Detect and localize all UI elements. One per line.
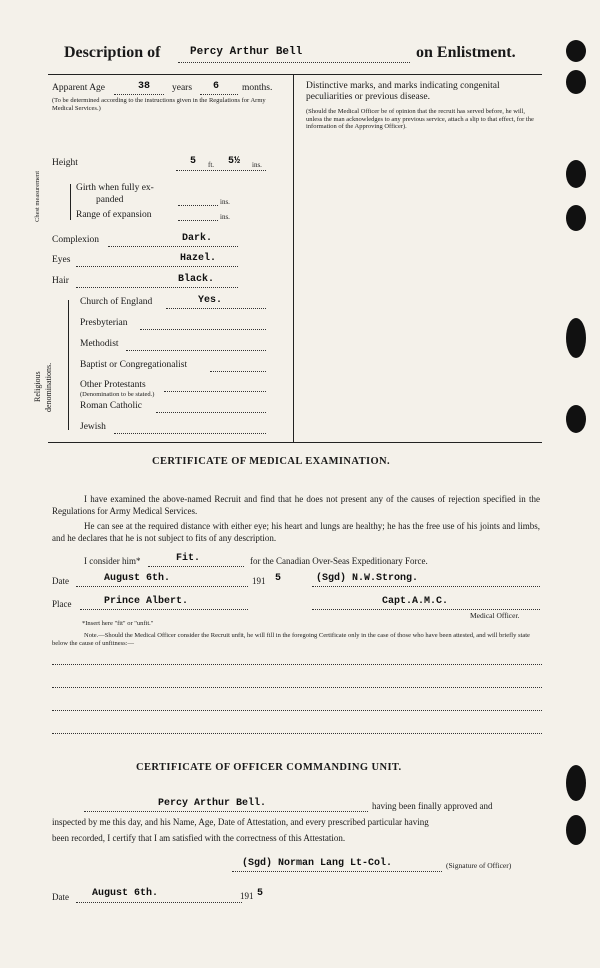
medical-rank-line xyxy=(312,609,540,610)
hair-label: Hair xyxy=(52,276,69,286)
punch-hole xyxy=(566,205,586,231)
commanding-name: Percy Arthur Bell. xyxy=(158,798,267,809)
age-months: 6 xyxy=(213,81,220,92)
range-line xyxy=(178,220,218,221)
methodist-line xyxy=(126,350,266,351)
hair-line xyxy=(76,287,238,288)
chest-side-label: Chest measurement xyxy=(34,170,41,222)
top-rule xyxy=(48,74,542,75)
insert-note: *Insert here "fit" or "unfit." xyxy=(82,620,154,627)
commanding-signature-line xyxy=(232,871,442,872)
unfit-line xyxy=(52,733,542,734)
age-years-line xyxy=(114,94,164,95)
church-label: Church of England xyxy=(80,297,153,307)
eyes-line xyxy=(76,266,238,267)
presbyterian-line xyxy=(140,329,266,330)
complexion-line xyxy=(108,246,238,247)
bottom-rule xyxy=(48,442,542,443)
punch-hole xyxy=(566,318,586,358)
medical-note: Note.—Should the Medical Officer consider the Recruit unfit, he will fill in the foregoing Certificate only in the case of those who have been attested, and will briefly state below the cause of unfitness:— xyxy=(52,632,530,647)
medical-signature: (Sgd) N.W.Strong. xyxy=(316,573,419,584)
medical-rank: Capt.A.M.C. xyxy=(382,596,449,607)
commanding-date-label: Date xyxy=(52,892,69,902)
medical-date-label: Date xyxy=(52,576,69,586)
age-months-line xyxy=(200,94,238,95)
age-years: 38 xyxy=(138,81,151,92)
age-label: Apparent Age xyxy=(52,83,106,93)
commanding-title: CERTIFICATE OF OFFICER COMMANDING UNIT. xyxy=(136,762,402,773)
methodist-label: Methodist xyxy=(80,339,119,349)
complexion-value: Dark. xyxy=(182,233,213,244)
punch-hole xyxy=(566,70,586,94)
religion-side-2: denominations. xyxy=(44,362,53,412)
header-suffix: on Enlistment. xyxy=(416,44,516,61)
height-label: Height xyxy=(52,158,78,168)
unfit-line xyxy=(52,664,542,665)
medical-date-line xyxy=(76,586,248,587)
column-divider xyxy=(293,74,294,442)
unfit-line xyxy=(52,687,542,688)
range-ins: ins. xyxy=(220,213,230,221)
other-label: Other Protestants xyxy=(80,380,146,390)
medical-para2: He can see at the required distance with either eye; his heart and lungs are healthy; he has the free use of his joints and limbs, and he declares that he is not subject to fits of any description. xyxy=(52,521,540,543)
religion-side-1: Religious xyxy=(33,371,42,402)
medical-officer-label: Medical Officer. xyxy=(470,611,520,620)
medical-para1: I have examined the above-named Recruit and find that he does not present any of the causes of rejection specified in the Regulations for Army Medical Services. xyxy=(52,494,540,516)
complexion-label: Complexion xyxy=(52,235,99,245)
commanding-date-line xyxy=(76,902,242,903)
commanding-year-value: 5 xyxy=(257,888,264,899)
commanding-name-line xyxy=(84,811,368,812)
place-line xyxy=(80,609,248,610)
jewish-line xyxy=(114,433,266,434)
place-value: Prince Albert. xyxy=(104,596,189,607)
punch-hole xyxy=(566,160,586,188)
ft-word: ft. xyxy=(208,161,215,169)
baptist-label: Baptist or Congregationalist xyxy=(80,360,188,370)
other-line xyxy=(164,391,266,392)
header-prefix: Description of xyxy=(64,44,161,61)
girth-label-2: panded xyxy=(96,195,124,205)
unfit-line xyxy=(52,710,542,711)
commanding-text1: having been finally approved and xyxy=(372,801,493,811)
girth-line xyxy=(178,205,218,206)
eyes-label: Eyes xyxy=(52,255,71,265)
consider-suffix: for the Canadian Over-Seas Expeditionary Force. xyxy=(250,556,428,566)
church-line xyxy=(166,308,266,309)
height-ft: 5 xyxy=(190,156,197,167)
years-word: years xyxy=(172,83,193,93)
baptist-line xyxy=(210,371,266,372)
ins-word: ins. xyxy=(252,161,262,169)
jewish-label: Jewish xyxy=(80,422,106,432)
commanding-year-prefix: 191 xyxy=(240,891,254,901)
commanding-signature: (Sgd) Norman Lang Lt-Col. xyxy=(242,858,393,869)
consider-label: I consider him* xyxy=(84,556,141,566)
girth-label-1: Girth when fully ex- xyxy=(76,183,154,193)
punch-hole xyxy=(566,815,586,845)
religion-brace xyxy=(68,300,69,430)
commanding-text3: been recorded, I certify that I am satisfied with the correctness of this Attestation. xyxy=(52,833,346,843)
chest-brace xyxy=(70,184,71,220)
commanding-date-value: August 6th. xyxy=(92,888,159,899)
marks-heading: Distinctive marks, and marks indicating congenital peculiarities or previous disease. xyxy=(306,81,500,102)
height-line xyxy=(176,170,266,171)
consider-value: Fit. xyxy=(176,553,201,564)
catholic-line xyxy=(156,412,266,413)
medical-date-value: August 6th. xyxy=(104,573,171,584)
name-line xyxy=(178,62,410,63)
medical-year-prefix: 191 xyxy=(252,576,266,586)
range-label: Range of expansion xyxy=(76,210,152,220)
hair-value: Black. xyxy=(178,274,215,285)
medical-year-value: 5 xyxy=(275,573,282,584)
age-note: (To be determined according to the instructions given in the Regulations for Army Medical Services.) xyxy=(52,97,266,112)
place-label: Place xyxy=(52,599,72,609)
presbyterian-label: Presbyterian xyxy=(80,318,128,328)
catholic-label: Roman Catholic xyxy=(80,401,143,411)
medical-title: CERTIFICATE OF MEDICAL EXAMINATION. xyxy=(152,456,391,467)
church-value: Yes. xyxy=(198,295,223,306)
other-note: (Denomination to be stated.) xyxy=(80,391,155,398)
punch-hole xyxy=(566,405,586,433)
punch-hole xyxy=(566,765,586,801)
marks-note: (Should the Medical Officer be of opinion that the recruit has served before, he will, unless the man acknowledges to any previous service, attach a slip to that effect, for the information of the Approving Officer). xyxy=(306,108,534,130)
punch-hole xyxy=(566,40,586,62)
consider-line xyxy=(148,566,244,567)
eyes-value: Hazel. xyxy=(180,253,217,264)
girth-ins: ins. xyxy=(220,198,230,206)
commanding-sig-label: (Signature of Officer) xyxy=(446,861,512,870)
months-word: months. xyxy=(242,83,273,93)
height-in: 5½ xyxy=(228,156,241,167)
commanding-text2: inspected by me this day, and his Name, Age, Date of Attestation, and every prescribed particular having xyxy=(52,817,429,827)
recruit-name: Percy Arthur Bell xyxy=(190,46,303,58)
medical-signature-line xyxy=(312,586,540,587)
